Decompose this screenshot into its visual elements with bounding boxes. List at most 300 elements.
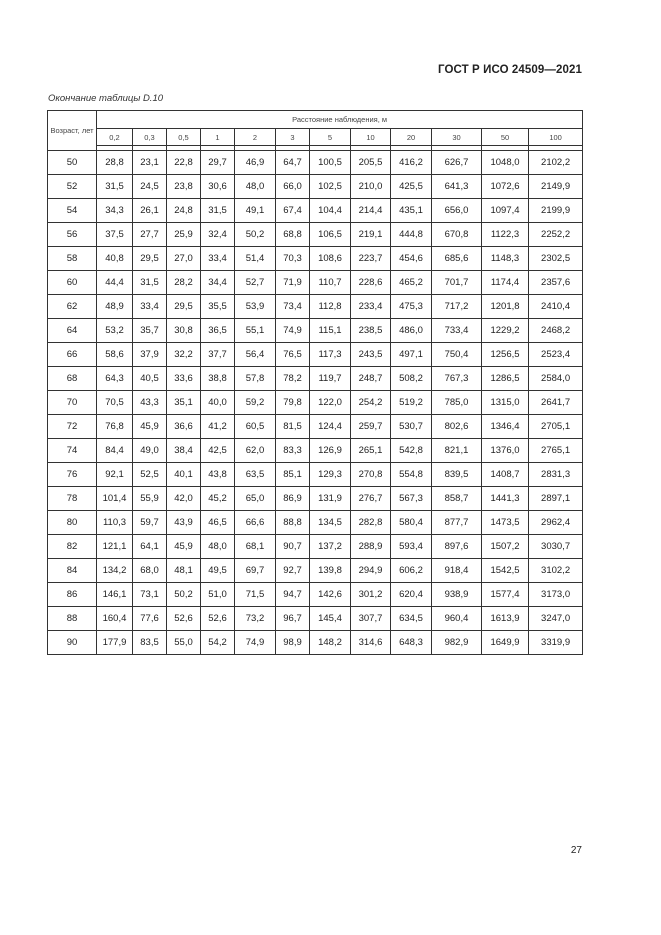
value-cell: 146,1 xyxy=(97,583,133,607)
value-cell: 877,7 xyxy=(432,511,482,535)
value-cell: 542,8 xyxy=(391,439,432,463)
value-cell: 40,5 xyxy=(133,367,167,391)
value-cell: 23,8 xyxy=(167,175,201,199)
distance-header-row xyxy=(48,129,583,146)
value-cell: 108,6 xyxy=(310,247,351,271)
age-cell: 58 xyxy=(48,247,97,271)
value-cell: 1441,3 xyxy=(482,487,529,511)
value-cell: 94,7 xyxy=(276,583,310,607)
value-cell: 1376,0 xyxy=(482,439,529,463)
value-cell: 34,3 xyxy=(97,199,133,223)
value-cell: 121,1 xyxy=(97,535,133,559)
table-row xyxy=(48,247,583,271)
distance-header-cell: 3 xyxy=(276,129,310,146)
value-cell: 897,6 xyxy=(432,535,482,559)
value-cell: 83,5 xyxy=(133,631,167,655)
value-cell: 42,0 xyxy=(167,487,201,511)
value-cell: 55,9 xyxy=(133,487,167,511)
value-cell: 84,4 xyxy=(97,439,133,463)
table-row xyxy=(48,223,583,247)
value-cell: 648,3 xyxy=(391,631,432,655)
value-cell: 59,7 xyxy=(133,511,167,535)
age-cell: 88 xyxy=(48,607,97,631)
age-cell: 54 xyxy=(48,199,97,223)
age-cell: 82 xyxy=(48,535,97,559)
value-cell: 254,2 xyxy=(351,391,391,415)
value-cell: 223,7 xyxy=(351,247,391,271)
distance-header-cell: 100 xyxy=(529,129,583,146)
value-cell: 2962,4 xyxy=(529,511,583,535)
value-cell: 960,4 xyxy=(432,607,482,631)
table-header xyxy=(48,111,583,151)
age-cell: 50 xyxy=(48,151,97,175)
value-cell: 50,2 xyxy=(235,223,276,247)
value-cell: 858,7 xyxy=(432,487,482,511)
table-row xyxy=(48,631,583,655)
distance-header-cell: 2 xyxy=(235,129,276,146)
value-cell: 145,4 xyxy=(310,607,351,631)
value-cell: 30,6 xyxy=(201,175,235,199)
value-cell: 46,9 xyxy=(235,151,276,175)
value-cell: 137,2 xyxy=(310,535,351,559)
value-cell: 2897,1 xyxy=(529,487,583,511)
value-cell: 2765,1 xyxy=(529,439,583,463)
value-cell: 238,5 xyxy=(351,319,391,343)
table-row xyxy=(48,175,583,199)
table-row xyxy=(48,367,583,391)
value-cell: 78,2 xyxy=(276,367,310,391)
value-cell: 36,5 xyxy=(201,319,235,343)
value-cell: 38,4 xyxy=(167,439,201,463)
value-cell: 2523,4 xyxy=(529,343,583,367)
table-row xyxy=(48,343,583,367)
value-cell: 1315,0 xyxy=(482,391,529,415)
value-cell: 55,1 xyxy=(235,319,276,343)
value-cell: 92,1 xyxy=(97,463,133,487)
value-cell: 2102,2 xyxy=(529,151,583,175)
table-row xyxy=(48,271,583,295)
age-cell: 56 xyxy=(48,223,97,247)
value-cell: 129,3 xyxy=(310,463,351,487)
distance-header-cell: 30 xyxy=(432,129,482,146)
value-cell: 40,8 xyxy=(97,247,133,271)
value-cell: 32,2 xyxy=(167,343,201,367)
value-cell: 1473,5 xyxy=(482,511,529,535)
value-cell: 2641,7 xyxy=(529,391,583,415)
value-cell: 106,5 xyxy=(310,223,351,247)
value-cell: 1201,8 xyxy=(482,295,529,319)
value-cell: 821,1 xyxy=(432,439,482,463)
value-cell: 124,4 xyxy=(310,415,351,439)
value-cell: 839,5 xyxy=(432,463,482,487)
value-cell: 1286,5 xyxy=(482,367,529,391)
value-cell: 454,6 xyxy=(391,247,432,271)
value-cell: 68,0 xyxy=(133,559,167,583)
value-cell: 64,7 xyxy=(276,151,310,175)
value-cell: 66,6 xyxy=(235,511,276,535)
value-cell: 27,7 xyxy=(133,223,167,247)
value-cell: 59,2 xyxy=(235,391,276,415)
value-cell: 85,1 xyxy=(276,463,310,487)
table-row xyxy=(48,535,583,559)
value-cell: 34,4 xyxy=(201,271,235,295)
value-cell: 79,8 xyxy=(276,391,310,415)
value-cell: 33,4 xyxy=(133,295,167,319)
page-number: 27 xyxy=(570,845,582,856)
value-cell: 92,7 xyxy=(276,559,310,583)
value-cell: 2252,2 xyxy=(529,223,583,247)
value-cell: 23,1 xyxy=(133,151,167,175)
value-cell: 35,5 xyxy=(201,295,235,319)
value-cell: 56,4 xyxy=(235,343,276,367)
value-cell: 66,0 xyxy=(276,175,310,199)
value-cell: 733,4 xyxy=(432,319,482,343)
age-cell: 68 xyxy=(48,367,97,391)
value-cell: 276,7 xyxy=(351,487,391,511)
value-cell: 36,6 xyxy=(167,415,201,439)
value-cell: 435,1 xyxy=(391,199,432,223)
value-cell: 86,9 xyxy=(276,487,310,511)
value-cell: 32,4 xyxy=(201,223,235,247)
value-cell: 228,6 xyxy=(351,271,391,295)
table-row xyxy=(48,151,583,175)
value-cell: 3102,2 xyxy=(529,559,583,583)
value-cell: 57,8 xyxy=(235,367,276,391)
value-cell: 73,1 xyxy=(133,583,167,607)
value-cell: 314,6 xyxy=(351,631,391,655)
value-cell: 270,8 xyxy=(351,463,391,487)
value-cell: 1507,2 xyxy=(482,535,529,559)
value-cell: 35,7 xyxy=(133,319,167,343)
value-cell: 51,4 xyxy=(235,247,276,271)
value-cell: 717,2 xyxy=(432,295,482,319)
value-cell: 3030,7 xyxy=(529,535,583,559)
value-cell: 982,9 xyxy=(432,631,482,655)
distance-header-cell: 10 xyxy=(351,129,391,146)
data-table xyxy=(47,110,583,655)
value-cell: 918,4 xyxy=(432,559,482,583)
value-cell: 626,7 xyxy=(432,151,482,175)
value-cell: 243,5 xyxy=(351,343,391,367)
value-cell: 1174,4 xyxy=(482,271,529,295)
value-cell: 64,1 xyxy=(133,535,167,559)
value-cell: 160,4 xyxy=(97,607,133,631)
value-cell: 1408,7 xyxy=(482,463,529,487)
value-cell: 142,6 xyxy=(310,583,351,607)
value-cell: 265,1 xyxy=(351,439,391,463)
value-cell: 259,7 xyxy=(351,415,391,439)
value-cell: 205,5 xyxy=(351,151,391,175)
value-cell: 46,5 xyxy=(201,511,235,535)
value-cell: 64,3 xyxy=(97,367,133,391)
value-cell: 580,4 xyxy=(391,511,432,535)
value-cell: 49,5 xyxy=(201,559,235,583)
distance-header-cell: 0,5 xyxy=(167,129,201,146)
value-cell: 465,2 xyxy=(391,271,432,295)
value-cell: 65,0 xyxy=(235,487,276,511)
value-cell: 1542,5 xyxy=(482,559,529,583)
value-cell: 52,6 xyxy=(201,607,235,631)
value-cell: 1229,2 xyxy=(482,319,529,343)
value-cell: 29,5 xyxy=(133,247,167,271)
value-cell: 1613,9 xyxy=(482,607,529,631)
value-cell: 26,1 xyxy=(133,199,167,223)
table-row xyxy=(48,511,583,535)
age-cell: 64 xyxy=(48,319,97,343)
value-cell: 117,3 xyxy=(310,343,351,367)
value-cell: 49,0 xyxy=(133,439,167,463)
value-cell: 139,8 xyxy=(310,559,351,583)
value-cell: 24,8 xyxy=(167,199,201,223)
value-cell: 77,6 xyxy=(133,607,167,631)
age-cell: 86 xyxy=(48,583,97,607)
value-cell: 60,5 xyxy=(235,415,276,439)
value-cell: 214,4 xyxy=(351,199,391,223)
table-caption: Окончание таблицы D.10 xyxy=(48,93,164,104)
value-cell: 73,2 xyxy=(235,607,276,631)
value-cell: 100,5 xyxy=(310,151,351,175)
distance-header-cell: 1 xyxy=(201,129,235,146)
value-cell: 701,7 xyxy=(432,271,482,295)
age-cell: 52 xyxy=(48,175,97,199)
value-cell: 48,9 xyxy=(97,295,133,319)
value-cell: 43,3 xyxy=(133,391,167,415)
value-cell: 44,4 xyxy=(97,271,133,295)
value-cell: 2149,9 xyxy=(529,175,583,199)
value-cell: 71,5 xyxy=(235,583,276,607)
value-cell: 51,0 xyxy=(201,583,235,607)
value-cell: 40,0 xyxy=(201,391,235,415)
value-cell: 3319,9 xyxy=(529,631,583,655)
value-cell: 2357,6 xyxy=(529,271,583,295)
age-cell: 66 xyxy=(48,343,97,367)
value-cell: 70,5 xyxy=(97,391,133,415)
value-cell: 74,9 xyxy=(235,631,276,655)
value-cell: 49,1 xyxy=(235,199,276,223)
value-cell: 63,5 xyxy=(235,463,276,487)
value-cell: 110,7 xyxy=(310,271,351,295)
value-cell: 126,9 xyxy=(310,439,351,463)
value-cell: 31,5 xyxy=(133,271,167,295)
value-cell: 45,2 xyxy=(201,487,235,511)
value-cell: 307,7 xyxy=(351,607,391,631)
value-cell: 96,7 xyxy=(276,607,310,631)
value-cell: 112,8 xyxy=(310,295,351,319)
table-row xyxy=(48,295,583,319)
age-cell: 72 xyxy=(48,415,97,439)
table-row xyxy=(48,583,583,607)
value-cell: 475,3 xyxy=(391,295,432,319)
value-cell: 288,9 xyxy=(351,535,391,559)
value-cell: 122,0 xyxy=(310,391,351,415)
distance-header-cell: 50 xyxy=(482,129,529,146)
value-cell: 416,2 xyxy=(391,151,432,175)
value-cell: 233,4 xyxy=(351,295,391,319)
value-cell: 48,0 xyxy=(201,535,235,559)
value-cell: 2199,9 xyxy=(529,199,583,223)
value-cell: 88,8 xyxy=(276,511,310,535)
value-cell: 76,5 xyxy=(276,343,310,367)
value-cell: 24,5 xyxy=(133,175,167,199)
value-cell: 41,2 xyxy=(201,415,235,439)
value-cell: 1072,6 xyxy=(482,175,529,199)
value-cell: 68,1 xyxy=(235,535,276,559)
value-cell: 62,0 xyxy=(235,439,276,463)
age-column-header: Возраст, лет xyxy=(48,111,97,151)
value-cell: 1048,0 xyxy=(482,151,529,175)
value-cell: 70,3 xyxy=(276,247,310,271)
value-cell: 74,9 xyxy=(276,319,310,343)
distance-header-cell: 0,2 xyxy=(97,129,133,146)
value-cell: 148,2 xyxy=(310,631,351,655)
value-cell: 31,5 xyxy=(97,175,133,199)
age-cell: 74 xyxy=(48,439,97,463)
value-cell: 1346,4 xyxy=(482,415,529,439)
age-cell: 70 xyxy=(48,391,97,415)
value-cell: 68,8 xyxy=(276,223,310,247)
value-cell: 554,8 xyxy=(391,463,432,487)
value-cell: 3173,0 xyxy=(529,583,583,607)
table-row xyxy=(48,391,583,415)
value-cell: 28,2 xyxy=(167,271,201,295)
value-cell: 1148,3 xyxy=(482,247,529,271)
value-cell: 81,5 xyxy=(276,415,310,439)
value-cell: 2831,3 xyxy=(529,463,583,487)
value-cell: 1122,3 xyxy=(482,223,529,247)
value-cell: 282,8 xyxy=(351,511,391,535)
value-cell: 28,8 xyxy=(97,151,133,175)
value-cell: 25,9 xyxy=(167,223,201,247)
value-cell: 519,2 xyxy=(391,391,432,415)
distance-group-header: Расстояние наблюдения, м xyxy=(97,111,583,129)
table-row xyxy=(48,607,583,631)
value-cell: 294,9 xyxy=(351,559,391,583)
value-cell: 30,8 xyxy=(167,319,201,343)
standard-designation: ГОСТ Р ИСО 24509—2021 xyxy=(437,64,582,76)
value-cell: 767,3 xyxy=(432,367,482,391)
value-cell: 1256,5 xyxy=(482,343,529,367)
value-cell: 73,4 xyxy=(276,295,310,319)
value-cell: 1649,9 xyxy=(482,631,529,655)
value-cell: 134,5 xyxy=(310,511,351,535)
distance-header-cell: 5 xyxy=(310,129,351,146)
value-cell: 45,9 xyxy=(133,415,167,439)
value-cell: 29,5 xyxy=(167,295,201,319)
value-cell: 31,5 xyxy=(201,199,235,223)
value-cell: 90,7 xyxy=(276,535,310,559)
value-cell: 2410,4 xyxy=(529,295,583,319)
value-cell: 486,0 xyxy=(391,319,432,343)
value-cell: 104,4 xyxy=(310,199,351,223)
value-cell: 22,8 xyxy=(167,151,201,175)
value-cell: 52,5 xyxy=(133,463,167,487)
value-cell: 53,9 xyxy=(235,295,276,319)
value-cell: 52,7 xyxy=(235,271,276,295)
value-cell: 43,8 xyxy=(201,463,235,487)
value-cell: 76,8 xyxy=(97,415,133,439)
age-cell: 62 xyxy=(48,295,97,319)
value-cell: 35,1 xyxy=(167,391,201,415)
value-cell: 802,6 xyxy=(432,415,482,439)
value-cell: 177,9 xyxy=(97,631,133,655)
value-cell: 33,4 xyxy=(201,247,235,271)
table-row xyxy=(48,319,583,343)
value-cell: 2302,5 xyxy=(529,247,583,271)
value-cell: 530,7 xyxy=(391,415,432,439)
value-cell: 27,0 xyxy=(167,247,201,271)
value-cell: 69,7 xyxy=(235,559,276,583)
value-cell: 938,9 xyxy=(432,583,482,607)
age-cell: 76 xyxy=(48,463,97,487)
value-cell: 115,1 xyxy=(310,319,351,343)
value-cell: 606,2 xyxy=(391,559,432,583)
value-cell: 567,3 xyxy=(391,487,432,511)
value-cell: 119,7 xyxy=(310,367,351,391)
value-cell: 55,0 xyxy=(167,631,201,655)
table-row xyxy=(48,439,583,463)
value-cell: 98,9 xyxy=(276,631,310,655)
age-cell: 90 xyxy=(48,631,97,655)
age-cell: 60 xyxy=(48,271,97,295)
table-row xyxy=(48,415,583,439)
value-cell: 38,8 xyxy=(201,367,235,391)
value-cell: 83,3 xyxy=(276,439,310,463)
value-cell: 1577,4 xyxy=(482,583,529,607)
age-cell: 84 xyxy=(48,559,97,583)
value-cell: 620,4 xyxy=(391,583,432,607)
value-cell: 750,4 xyxy=(432,343,482,367)
value-cell: 48,0 xyxy=(235,175,276,199)
value-cell: 2468,2 xyxy=(529,319,583,343)
value-cell: 301,2 xyxy=(351,583,391,607)
value-cell: 33,6 xyxy=(167,367,201,391)
value-cell: 37,5 xyxy=(97,223,133,247)
value-cell: 248,7 xyxy=(351,367,391,391)
distance-header-cell: 0,3 xyxy=(133,129,167,146)
age-cell: 78 xyxy=(48,487,97,511)
value-cell: 54,2 xyxy=(201,631,235,655)
value-cell: 45,9 xyxy=(167,535,201,559)
value-cell: 425,5 xyxy=(391,175,432,199)
table-row xyxy=(48,487,583,511)
value-cell: 3247,0 xyxy=(529,607,583,631)
value-cell: 42,5 xyxy=(201,439,235,463)
value-cell: 53,2 xyxy=(97,319,133,343)
table-row xyxy=(48,199,583,223)
value-cell: 48,1 xyxy=(167,559,201,583)
value-cell: 2584,0 xyxy=(529,367,583,391)
value-cell: 40,1 xyxy=(167,463,201,487)
table-row xyxy=(48,559,583,583)
value-cell: 67,4 xyxy=(276,199,310,223)
value-cell: 444,8 xyxy=(391,223,432,247)
value-cell: 641,3 xyxy=(432,175,482,199)
value-cell: 593,4 xyxy=(391,535,432,559)
age-cell: 80 xyxy=(48,511,97,535)
value-cell: 656,0 xyxy=(432,199,482,223)
value-cell: 43,9 xyxy=(167,511,201,535)
value-cell: 134,2 xyxy=(97,559,133,583)
value-cell: 102,5 xyxy=(310,175,351,199)
value-cell: 1097,4 xyxy=(482,199,529,223)
value-cell: 101,4 xyxy=(97,487,133,511)
value-cell: 50,2 xyxy=(167,583,201,607)
table-body xyxy=(48,151,583,655)
value-cell: 497,1 xyxy=(391,343,432,367)
value-cell: 2705,1 xyxy=(529,415,583,439)
value-cell: 131,9 xyxy=(310,487,351,511)
value-cell: 210,0 xyxy=(351,175,391,199)
